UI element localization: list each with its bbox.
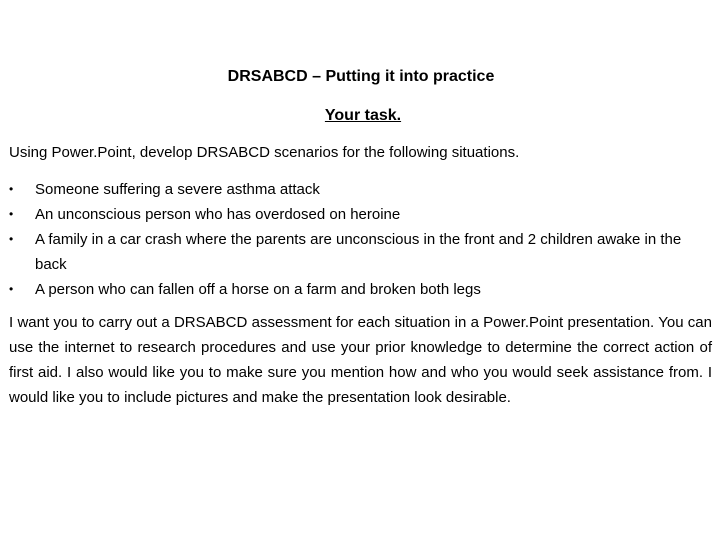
document-subtitle: Your task.: [324, 107, 402, 124]
document-title: [0, 68, 720, 86]
bullet-icon: •: [9, 182, 14, 196]
list-item: [0, 277, 712, 302]
situations-list: [0, 177, 712, 302]
list-item-text: A person who can fallen off a horse on a farm and broken both legs: [35, 281, 481, 298]
list-item-text: An unconscious person who has overdosed on heroine: [35, 206, 401, 223]
list-item: [0, 227, 712, 277]
bullet-icon: •: [9, 282, 14, 296]
document-title-text: DRSABCD – Putting it into practice: [227, 68, 495, 85]
instructions-paragraph: I want you to carry out a DRSABCD assessment for each situation in a Power.Point presentation. You can use the internet to research procedures and use your prior knowledge to determine the correct action of first aid. I also would like you to make sure you mention how and who you would seek assistance from. I would like you to include pictures and make the presentation look desirable.: [9, 314, 712, 406]
intro-text: Using Power.Point, develop DRSABCD scenarios for the following situations.: [9, 144, 520, 161]
list-item: [0, 177, 712, 202]
bullet-icon: •: [9, 207, 14, 221]
bullet-icon: •: [9, 232, 14, 246]
list-item: [0, 202, 712, 227]
list-item-text: Someone suffering a severe asthma attack: [35, 181, 320, 198]
list-item-text: A family in a car crash where the parents are unconscious in the front and 2 children awake in the back: [35, 231, 682, 273]
